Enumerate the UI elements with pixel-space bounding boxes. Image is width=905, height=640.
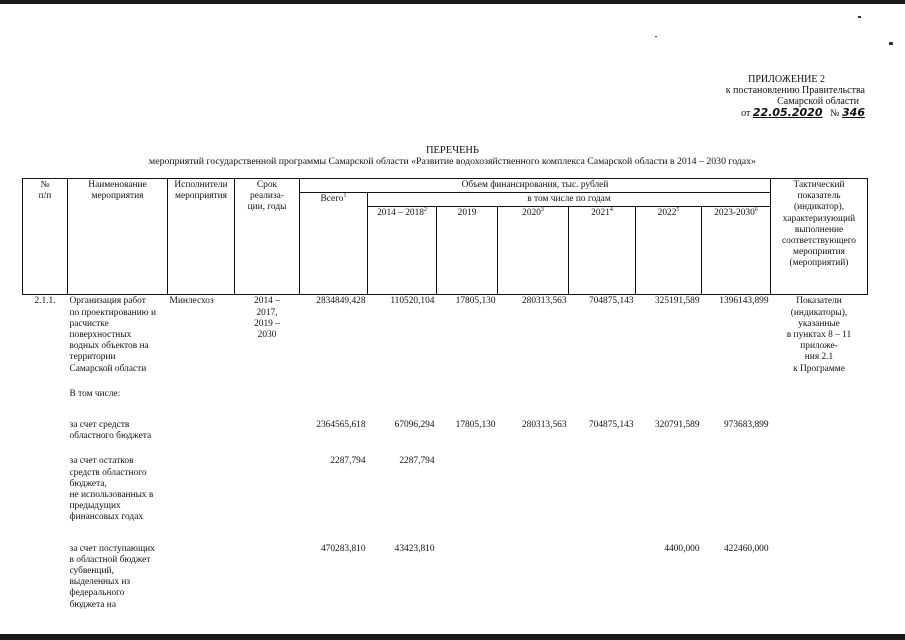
document-title bbox=[0, 145, 905, 167]
header-executors: Исполнители мероприятия bbox=[168, 179, 235, 295]
cell-y2 bbox=[437, 543, 498, 612]
activities-table bbox=[22, 178, 868, 612]
cell-total: 2287,794 bbox=[330, 456, 366, 467]
cell-y2: 17805,130 bbox=[455, 296, 496, 307]
cell-y1: 2287,794 bbox=[399, 456, 435, 467]
header-including-by-year: в том числе по годам bbox=[368, 193, 771, 207]
appendix-title: ПРИЛОЖЕНИЕ 2 bbox=[748, 74, 825, 85]
cell-y4 bbox=[569, 543, 636, 612]
cell-y2: 17805,130 bbox=[455, 420, 496, 431]
cell-term: 2014 – 2017, 2019 – 2030 bbox=[254, 296, 280, 341]
cell-executor: Минлесхоз bbox=[169, 296, 214, 307]
scan-bottom-border bbox=[0, 634, 905, 640]
header-number: № п/п bbox=[23, 179, 68, 295]
cell-y5: 4400,000 bbox=[664, 543, 700, 554]
header-year-2023-2030: 2023-2030$^6$ bbox=[702, 207, 771, 295]
including-label: В том числе: bbox=[69, 388, 121, 399]
header-funding: Объем финансирования, тыс. рублей bbox=[300, 179, 771, 193]
cell-y3: 280313,563 bbox=[521, 296, 567, 307]
appendix-decree: к постановлению Правительства bbox=[725, 85, 865, 96]
header-year-2022: 2022$^5$ bbox=[636, 207, 702, 295]
cell-indicator: Показатели (индикаторы), указанные в пунктах 8 – 11 приложе- ния 2.1 к Программе bbox=[786, 296, 852, 374]
cell-y6: 973683,899 bbox=[723, 420, 769, 431]
cell-y2 bbox=[437, 455, 498, 524]
scan-speck bbox=[655, 36, 657, 37]
cell-y6: 422460,000 bbox=[723, 543, 769, 554]
header-year-2014-2018: 2014 – 2018$^2$ bbox=[368, 207, 437, 295]
from-prefix: от bbox=[741, 108, 751, 119]
table-row-budget-remains bbox=[23, 455, 868, 524]
cell-total: 2834849,428 bbox=[316, 296, 366, 307]
title-subheading: мероприятий государственной программы Самарской области «Развитие водохозяйственного комплекса Самарской области в 2014 – 2030 годах» bbox=[149, 156, 756, 167]
cell-y5: 325191,589 bbox=[654, 296, 700, 307]
title-heading: ПЕРЕЧЕНЬ bbox=[425, 145, 480, 156]
scan-speck bbox=[858, 16, 861, 18]
cell-y4: 704875,143 bbox=[588, 296, 634, 307]
appendix-region: Самарской области bbox=[777, 96, 859, 107]
header-year-2021: 2021$^4$ bbox=[569, 207, 636, 295]
cell-y1: 43423,810 bbox=[394, 543, 435, 554]
header-name: Наименование мероприятия bbox=[68, 179, 168, 295]
handwritten-date: 22.05.2020 bbox=[752, 106, 823, 119]
header-total: Всего$^1$ bbox=[300, 193, 368, 295]
header-year-2020: 2020$^3$ bbox=[498, 207, 569, 295]
cell-name: за счет поступающих в областной бюджет субвенций, выделенных из федерального бюджета на bbox=[69, 543, 155, 610]
cell-name: за счет средств областного бюджета bbox=[69, 420, 152, 442]
cell-y3: 280313,563 bbox=[521, 420, 567, 431]
appendix-header bbox=[640, 74, 865, 119]
cell-y4 bbox=[569, 455, 636, 524]
table-row-main bbox=[23, 295, 868, 376]
cell-y1: 110520,104 bbox=[390, 296, 435, 307]
handwritten-number: 346 bbox=[842, 106, 865, 119]
table-row-federal-subventions bbox=[23, 543, 868, 612]
header-term: Срок реализа- ции, годы bbox=[235, 179, 300, 295]
table-row-including bbox=[23, 388, 868, 401]
cell-y3 bbox=[498, 543, 569, 612]
header-year-2019: 2019 bbox=[437, 207, 498, 295]
cell-name: Организация работ по проектированию и расчистке поверхностных водных объектов на территории Самарской области bbox=[69, 296, 156, 374]
scan-top-border bbox=[0, 0, 905, 4]
number-prefix: № bbox=[829, 108, 840, 119]
cell-total: 2364565,618 bbox=[316, 420, 366, 431]
cell-y6 bbox=[702, 455, 771, 524]
cell-y5 bbox=[636, 455, 702, 524]
cell-number: 2.1.1. bbox=[34, 296, 56, 307]
cell-total: 470283,810 bbox=[320, 543, 366, 554]
cell-y5: 320791,589 bbox=[654, 420, 700, 431]
cell-y4: 704875,143 bbox=[588, 420, 634, 431]
table-row-regional-budget bbox=[23, 419, 868, 443]
appendix-date-line bbox=[640, 107, 865, 119]
cell-y6: 1396143,899 bbox=[719, 296, 769, 307]
scan-speck bbox=[889, 42, 893, 45]
cell-y1: 67096,294 bbox=[394, 420, 435, 431]
header-indicator: Тактический показатель (индикатор), характеризующий выполнение соответствующего мероприятия (мероприятий) bbox=[771, 179, 868, 295]
cell-name: за счет остатков средств областного бюджета, не использованных в предыдущих финансовых годах bbox=[69, 456, 154, 523]
cell-y3 bbox=[498, 455, 569, 524]
